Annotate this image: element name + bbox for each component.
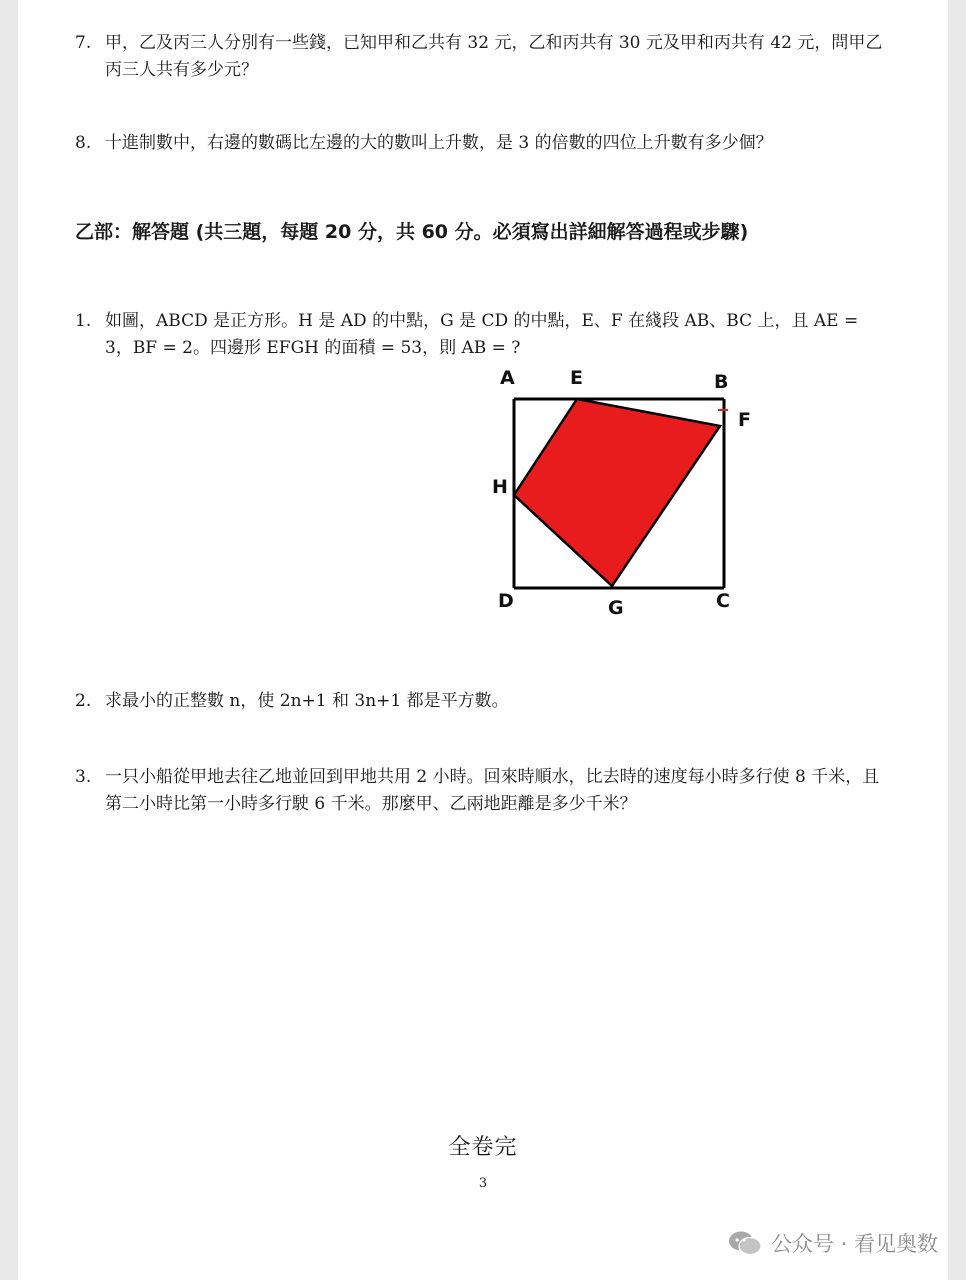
geometry-diagram: [488, 362, 758, 628]
label-f: F: [738, 409, 751, 431]
question-text: 如圖，ABCD 是正方形。H 是 AD 的中點，G 是 CD 的中點，E、F 在綫段 AB、BC 上，且 AE = 3，BF = 2。四邊形 EFGH 的面積 = 53，則 AB = ?: [105, 311, 859, 358]
exam-page: [18, 0, 948, 1280]
watermark-text: 公众号 · 看见奥数: [770, 1232, 938, 1256]
square-figure: [488, 362, 758, 628]
end-of-paper: 全卷完: [448, 1135, 518, 1160]
quadrilateral-efgh: [514, 399, 720, 586]
label-d: D: [498, 590, 514, 612]
label-a: A: [500, 367, 515, 389]
section-b-question-1: [75, 308, 885, 362]
question-text: 甲，乙及丙三人分別有一些錢，已知甲和乙共有 32 元，乙和丙共有 30 元及甲和丙共有 42 元，問甲乙丙三人共有多少元？: [105, 33, 883, 80]
label-b: B: [714, 371, 729, 393]
label-h: H: [492, 476, 508, 498]
question-7: [75, 30, 885, 84]
label-g: G: [608, 597, 624, 619]
question-number: 8.: [75, 133, 92, 153]
question-text: 十進制數中，右邊的數碼比左邊的大的數叫上升數，是 3 的倍數的四位上升數有多少個？: [105, 133, 773, 153]
question-text: 一只小船從甲地去往乙地並回到甲地共用 2 小時。回來時順水，比去時的速度每小時多行使 8 千米，且第二小時比第一小時多行駛 6 千米。那麼甲、乙兩地距離是多少千米？: [105, 767, 880, 814]
watermark: [727, 1226, 938, 1260]
question-number: 3.: [75, 767, 92, 787]
question-number: 2.: [75, 691, 92, 711]
question-8: [75, 130, 885, 157]
label-c: C: [716, 590, 730, 612]
section-b-question-2: [75, 688, 885, 715]
question-text: 求最小的正整數 n，使 2n+1 和 3n+1 都是平方數。: [105, 691, 509, 711]
question-number: 1.: [75, 311, 92, 331]
section-b-heading: 乙部：解答題 (共三題，每題 20 分，共 60 分。必須寫出詳細解答過程或步驟): [75, 221, 749, 243]
label-e: E: [570, 367, 583, 389]
page-number: 3: [478, 1176, 488, 1191]
section-b-question-3: [75, 764, 885, 818]
wechat-logo-icon: [727, 1229, 763, 1257]
question-number: 7.: [75, 33, 92, 53]
